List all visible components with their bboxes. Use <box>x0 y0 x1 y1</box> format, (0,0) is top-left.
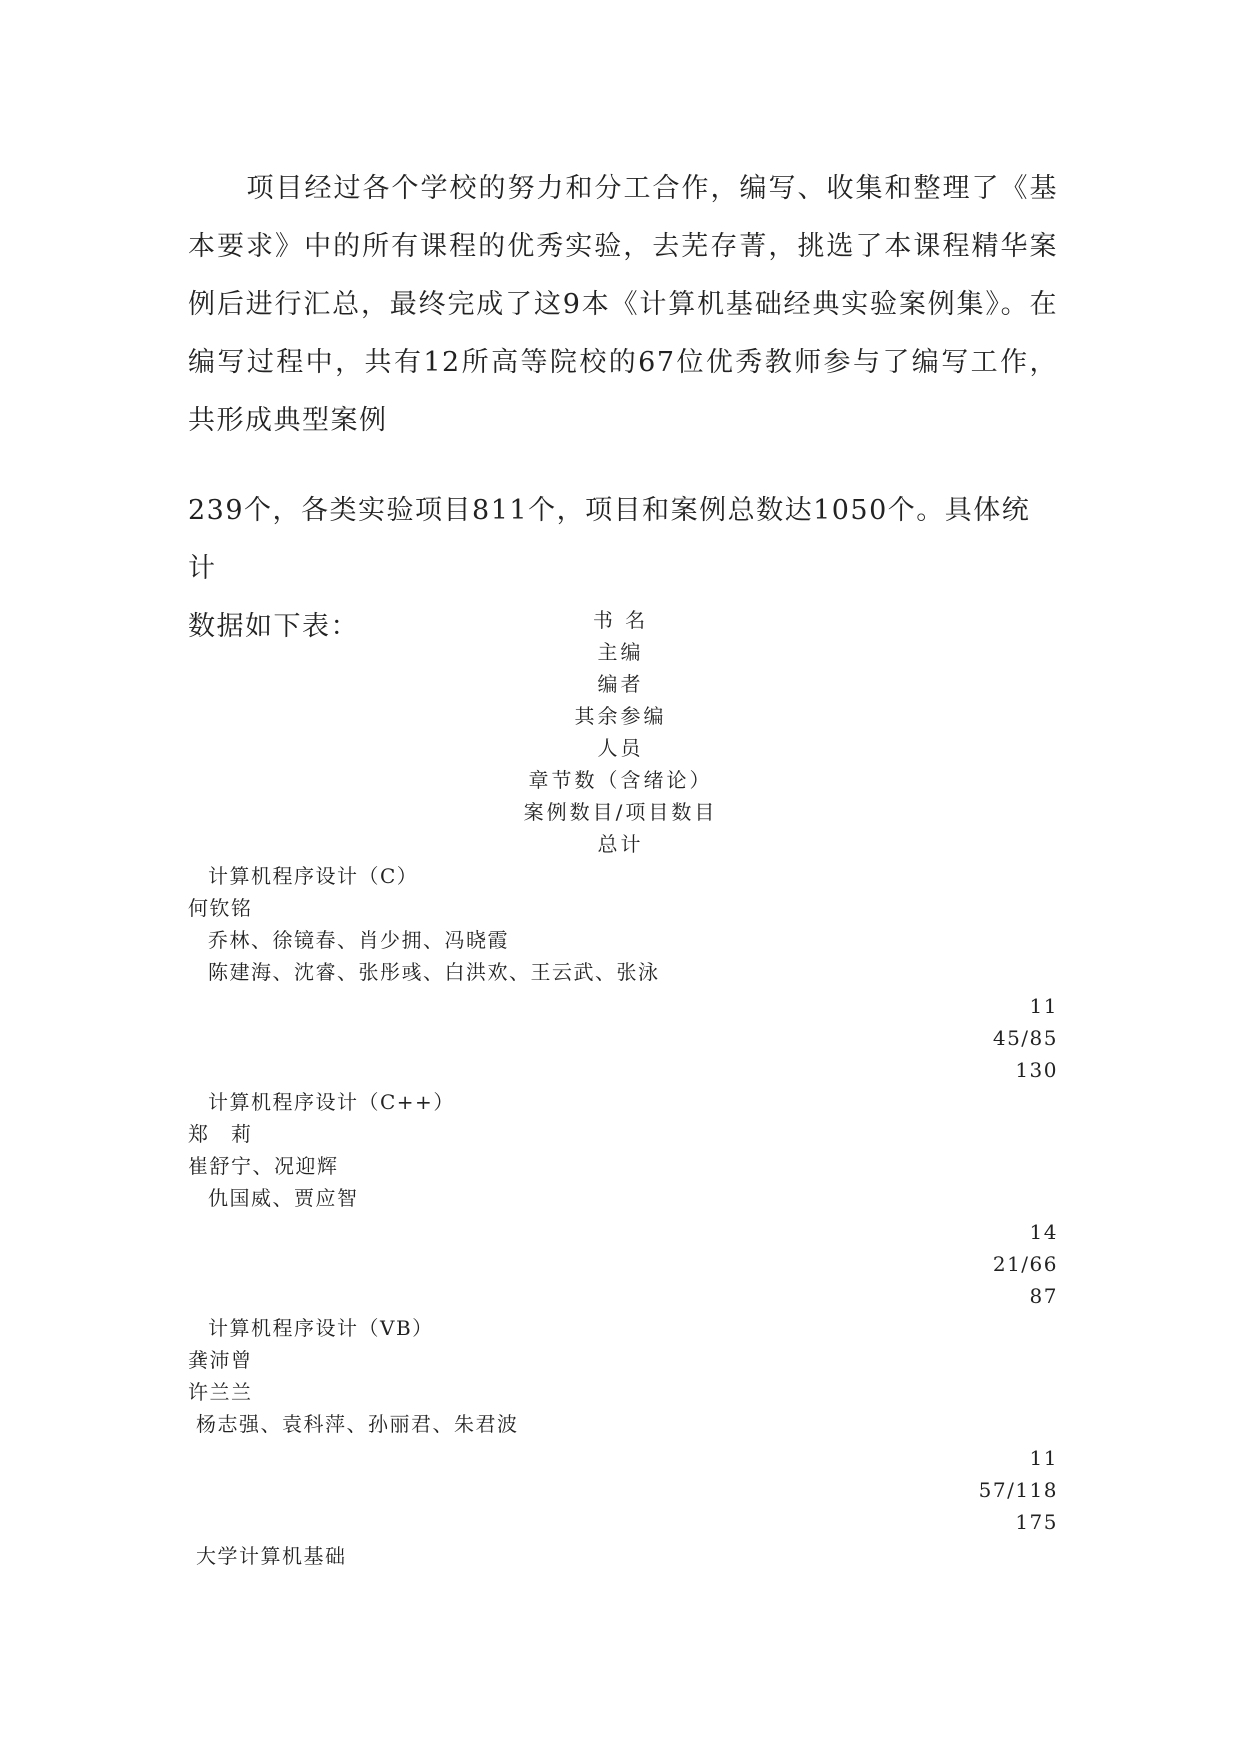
other-contributors-cell: 仇国威、贾应智 <box>208 1186 359 1210</box>
stats-text-line-1: 239个，各类实验项目811个，项目和案例总数达1050个。具体统计 <box>188 495 1031 584</box>
header-chief-editor: 主编 <box>597 640 644 664</box>
other-contributors-cell: 杨志强、袁科萍、孙丽君、朱君波 <box>196 1412 519 1436</box>
chapter-count-cell: 11 <box>1029 994 1058 1018</box>
header-case-project-count: 案例数目/项目数目 <box>523 800 718 824</box>
case-project-count-cell: 57/118 <box>978 1478 1058 1502</box>
book-name-cell: 计算机程序设计（C++） <box>208 1090 455 1114</box>
header-total: 总计 <box>597 832 644 856</box>
chief-editor-cell: 龚沛曾 <box>188 1348 253 1372</box>
editors-cell: 许兰兰 <box>188 1380 253 1404</box>
chapter-count-cell: 11 <box>1029 1446 1058 1470</box>
header-chapter-count: 章节数（含绪论） <box>528 768 713 792</box>
editors-cell: 崔舒宁、况迎辉 <box>188 1154 339 1178</box>
other-contributors-cell: 陈建海、沈睿、张彤彧、白洪欢、王云武、张泳 <box>208 960 660 984</box>
stats-text-line-2: 数据如下表： <box>188 611 359 642</box>
chief-editor-cell: 何钦铭 <box>188 896 253 920</box>
header-book-name: 书 名 <box>592 608 649 632</box>
case-project-count-cell: 21/66 <box>992 1252 1058 1276</box>
total-cell: 130 <box>1015 1058 1058 1082</box>
header-editors: 编者 <box>597 672 644 696</box>
intro-paragraph <box>188 160 1058 450</box>
total-cell: 87 <box>1029 1284 1058 1308</box>
book-name-cell: 计算机程序设计（C） <box>208 864 419 888</box>
editors-cell: 乔林、徐镜春、肖少拥、冯晓霞 <box>208 928 509 952</box>
header-other-contributors-2: 人员 <box>597 736 644 760</box>
case-project-count-cell: 45/85 <box>992 1026 1058 1050</box>
total-cell: 175 <box>1015 1510 1058 1534</box>
book-name-cell: 大学计算机基础 <box>196 1544 347 1568</box>
intro-text: 项目经过各个学校的努力和分工合作，编写、收集和整理了《基本要求》中的所有课程的优秀实验，去芜存菁，挑选了本课程精华案例后进行汇总，最终完成了这9本《计算机基础经典实验案例集》。在编写过程中，共有12所高等院校的67位优秀教师参与了编写工作，共形成典型案例 <box>188 173 1058 436</box>
header-other-contributors-1: 其余参编 <box>574 704 667 728</box>
book-name-cell: 计算机程序设计（VB） <box>208 1316 434 1340</box>
chapter-count-cell: 14 <box>1029 1220 1058 1244</box>
chief-editor-cell: 郑 莉 <box>188 1122 253 1146</box>
